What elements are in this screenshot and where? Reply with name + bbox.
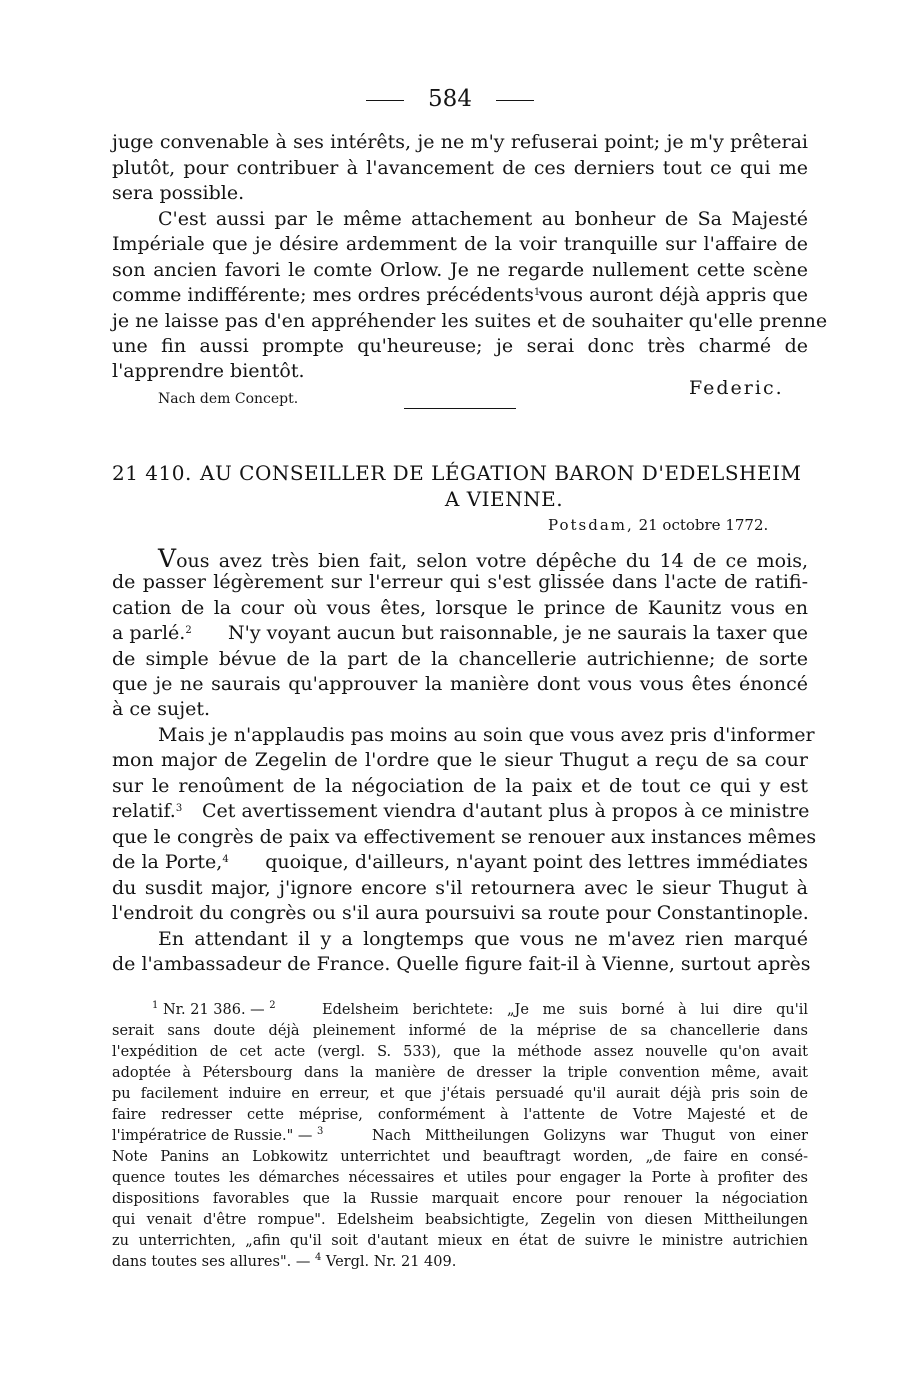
footnote-line bbox=[112, 1254, 512, 1276]
footnote-text: Nr. 21 386. — bbox=[158, 1002, 270, 1018]
footnote-line: qui venait d'être rompue". Edelsheim beabsichtigte, Zegelin von diesen Mittheilungen bbox=[112, 1212, 808, 1228]
footnote-mark-2: 2 bbox=[269, 1000, 276, 1011]
footnote-line: l'expédition de cet acte (vergl. S. 533), que la méthode assez nouvelle qu'on avait bbox=[112, 1044, 808, 1060]
source-note: Nach dem Concept. bbox=[158, 391, 299, 407]
text-line: une fin aussi prompte qu'heureuse; je serai donc très charmé de bbox=[112, 335, 808, 357]
letter-heading-line2: A VIENNE. bbox=[444, 487, 564, 511]
text-line: sera possible. bbox=[112, 182, 245, 204]
text-line: que le congrès de paix va effectivement se renouer aux instances mêmes bbox=[112, 826, 817, 848]
text-line: En attendant il y a longtemps que vous ne m'avez rien marqué bbox=[158, 928, 808, 950]
footnote-ref-1: 1 bbox=[533, 287, 541, 298]
text-line bbox=[112, 284, 541, 310]
letter-date: 21 octobre 1772. bbox=[638, 516, 769, 534]
text-line: N'y voyant aucun but raisonnable, je ne saurais la taxer que bbox=[227, 622, 808, 644]
text-line: l'apprendre bientôt. bbox=[112, 360, 305, 382]
footnote-line bbox=[152, 1002, 322, 1024]
page-number-value: 584 bbox=[428, 86, 472, 112]
text-span: de la Porte, bbox=[112, 851, 223, 873]
text-span: ous avez très bien fait, selon votre dépêche du 14 de ce mois, bbox=[176, 550, 808, 572]
footnote-line: quence toutes les démarches nécessaires et utiles pour engager la Porte à profiter des bbox=[112, 1170, 808, 1186]
text-line bbox=[112, 800, 202, 826]
text-line: de simple bévue de la part de la chancellerie autrichienne; de sorte bbox=[112, 648, 808, 670]
text-line bbox=[158, 544, 808, 573]
text-line: Mais je n'applaudis pas moins au soin que vous avez pris d'informer bbox=[158, 724, 815, 746]
letter-dateline bbox=[548, 516, 768, 534]
section-divider bbox=[404, 408, 516, 409]
text-line: de passer légèrement sur l'erreur qui s'est glissée dans l'acte de ratifi- bbox=[112, 571, 808, 593]
text-line: quoique, d'ailleurs, n'ayant point des lettres immédiates bbox=[265, 851, 808, 873]
signature: Federic. bbox=[689, 377, 784, 399]
text-line: C'est aussi par le même attachement au bonheur de Sa Majesté bbox=[158, 208, 808, 230]
footnote-text: dans toutes ses allures". — bbox=[112, 1254, 315, 1270]
footnote-mark-4: 4 bbox=[314, 1252, 322, 1263]
footnote-line: faire redresser cette méprise, conformément à l'attente de Votre Majesté et de bbox=[112, 1107, 808, 1123]
text-line: Cet avertissement viendra d'autant plus à propos à ce ministre bbox=[202, 800, 810, 822]
letter-place: Potsdam, bbox=[548, 516, 634, 534]
footnote-ref-3: 3 bbox=[175, 803, 183, 814]
letter-heading-line1: AU CONSEILLER DE LÉGATION BARON D'EDELSHEIM bbox=[200, 461, 802, 485]
drop-cap: V bbox=[158, 544, 177, 573]
footnote-mark-3: 3 bbox=[316, 1126, 324, 1137]
text-line: je ne laisse pas d'en appréhender les suites et de souhaiter qu'elle prenne bbox=[112, 310, 828, 332]
footnote-line: adoptée à Pétersbourg dans la manière de dresser la triple convention même, avait bbox=[112, 1065, 808, 1081]
text-line bbox=[112, 851, 250, 877]
footnote-line: pu facilement induire en erreur, et que j'étais persuadé qu'il aurait déjà pris soin de bbox=[112, 1086, 808, 1102]
footnote-line: Edelsheim berichtete: „Je me suis borné à lui dire qu'il bbox=[322, 1002, 808, 1018]
footnote-ref-2: 2 bbox=[185, 625, 192, 636]
letter-number: 21 410. bbox=[112, 461, 192, 485]
text-line: son ancien favori le comte Orlow. Je ne regarde nullement cette scène bbox=[112, 259, 808, 281]
footnote-line: zu unterrichten, „afin qu'il soit d'autant mieux en état de suivre le ministre autrichien bbox=[112, 1233, 808, 1249]
footnote-mark-1: 1 bbox=[152, 1000, 159, 1011]
footnote-text: l'impératrice de Russie." — bbox=[112, 1128, 317, 1144]
text-line: mon major de Zegelin de l'ordre que le sieur Thugut a reçu de sa cour bbox=[112, 749, 808, 771]
footnote-text: Vergl. Nr. 21 409. bbox=[321, 1254, 457, 1270]
text-line: Impériale que je désire ardemment de la voir tranquille sur l'affaire de bbox=[112, 233, 808, 255]
text-line: cation de la cour où vous êtes, lorsque le prince de Kaunitz vous en bbox=[112, 597, 808, 619]
text-line: plutôt, pour contribuer à l'avancement de ces derniers tout ce qui me bbox=[112, 157, 808, 179]
footnote-line: Note Panins an Lobkowitz unterrichtet und beauftragt worden, „de faire en consé- bbox=[112, 1149, 808, 1165]
text-line: que je ne saurais qu'approuver la manière dont vous vous êtes énoncé bbox=[112, 673, 808, 695]
text-span: comme indifférente; mes ordres précédents bbox=[112, 284, 534, 306]
footnote-line: serait sans doute déjà pleinement informé de la méprise de sa chancellerie dans bbox=[112, 1023, 808, 1039]
footnote-line: Nach Mittheilungen Golizyns war Thugut von einer bbox=[372, 1128, 808, 1144]
text-line: du susdit major, j'ignore encore s'il retournera avec le sieur Thugut à bbox=[112, 877, 808, 899]
footnote-line bbox=[112, 1128, 372, 1150]
text-span: relatif. bbox=[112, 800, 176, 822]
text-span: a parlé. bbox=[112, 622, 186, 644]
text-line: à ce sujet. bbox=[112, 698, 211, 720]
text-line: de l'ambassadeur de France. Quelle figure fait-il à Vienne, surtout après bbox=[112, 953, 811, 975]
text-line bbox=[112, 622, 212, 648]
footnote-line: dispositions favorables que la Russie marquait encore pour renouer la négociation bbox=[112, 1191, 808, 1207]
text-line: sur le renoûment de la négociation de la paix et de tout ce qui y est bbox=[112, 775, 808, 797]
text-line: juge convenable à ses intérêts, je ne m'y refuserai point; je m'y prêterai bbox=[112, 131, 808, 153]
footnote-ref-4: 4 bbox=[222, 854, 229, 865]
text-line: l'endroit du congrès ou s'il aura poursuivi sa route pour Constantinople. bbox=[112, 902, 809, 924]
text-line: vous auront déjà appris que bbox=[538, 284, 808, 306]
text-column bbox=[112, 0, 828, 1392]
